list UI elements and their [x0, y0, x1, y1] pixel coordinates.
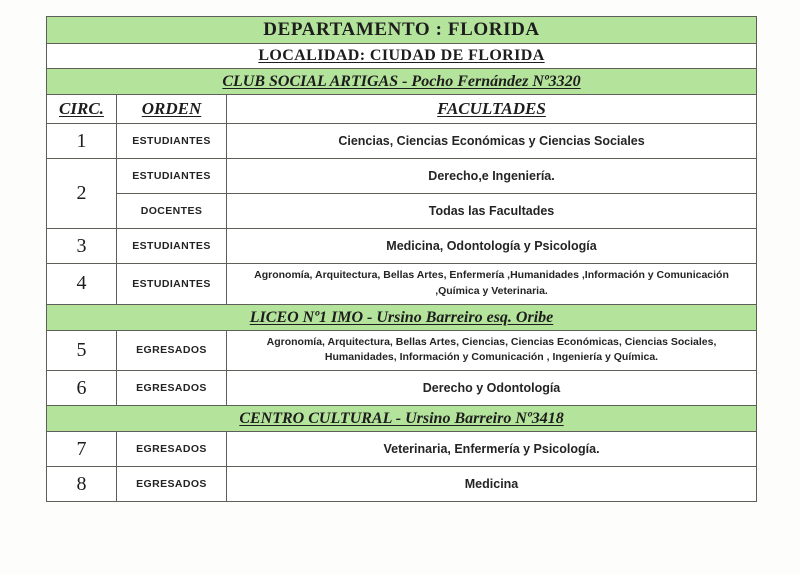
venue-header-club-social-artigas: [47, 69, 757, 95]
column-header-orden-text: ORDEN: [141, 99, 202, 118]
circ-cell: 4: [47, 264, 117, 305]
table-row: [47, 194, 757, 229]
locality-header-row: [47, 44, 757, 69]
orden-cell: ESTUDIANTES: [117, 229, 227, 264]
locality-header-text: LOCALIDAD: CIUDAD DE FLORIDA: [258, 47, 545, 64]
facultades-cell: Agronomía, Arquitectura, Bellas Artes, Ciencias, Ciencias Económicas, Ciencias Sociales, Humanidades, Información y Comunicación , Ingeniería y Química.: [227, 330, 757, 371]
column-header-facultades: [227, 95, 757, 124]
orden-cell: EGRESADOS: [117, 371, 227, 406]
department-header-row: [47, 17, 757, 44]
venue-header-row-3: [47, 406, 757, 432]
venue-header-text: CLUB SOCIAL ARTIGAS - Pocho Fernández Nº3320: [222, 73, 581, 90]
column-header-circ-text: CIRC.: [59, 99, 104, 118]
orden-cell: DOCENTES: [117, 194, 227, 229]
venue-header-row-1: [47, 69, 757, 95]
venue-header-text: CENTRO CULTURAL - Ursino Barreiro Nº3418: [239, 410, 564, 427]
venue-header-row-2: [47, 304, 757, 330]
circ-cell: 2: [47, 159, 117, 229]
circ-cell: 6: [47, 371, 117, 406]
circ-cell: 5: [47, 330, 117, 371]
table-row: [47, 371, 757, 406]
orden-cell: EGRESADOS: [117, 432, 227, 467]
circ-cell: 1: [47, 124, 117, 159]
facultades-cell: Veterinaria, Enfermería y Psicología.: [227, 432, 757, 467]
facultades-cell: Derecho,e Ingeniería.: [227, 159, 757, 194]
facultades-cell: Derecho y Odontología: [227, 371, 757, 406]
facultades-cell: Medicina: [227, 467, 757, 502]
facultades-cell: Agronomía, Arquitectura, Bellas Artes, Enfermería ,Humanidades ,Información y Comunicación ,Química y Veterinaria.: [227, 264, 757, 305]
venue-header-centro-cultural: [47, 406, 757, 432]
orden-cell: EGRESADOS: [117, 467, 227, 502]
facultades-cell: Medicina, Odontología y Psicología: [227, 229, 757, 264]
orden-cell: ESTUDIANTES: [117, 124, 227, 159]
facultades-cell: Todas las Facultades: [227, 194, 757, 229]
venue-header-text: LICEO Nº1 IMO - Ursino Barreiro esq. Oribe: [249, 308, 554, 326]
table-row: [47, 124, 757, 159]
facultades-cell: Ciencias, Ciencias Económicas y Ciencias Sociales: [227, 124, 757, 159]
table-row: [47, 432, 757, 467]
orden-cell: ESTUDIANTES: [117, 159, 227, 194]
column-header-orden: [117, 95, 227, 124]
column-header-row: [47, 95, 757, 124]
table-row: [47, 229, 757, 264]
orden-cell: EGRESADOS: [117, 330, 227, 371]
table-row: [47, 264, 757, 305]
table-row: [47, 159, 757, 194]
column-header-circ: [47, 95, 117, 124]
locality-header: [47, 44, 757, 69]
table-row: [47, 467, 757, 502]
circ-cell: 8: [47, 467, 117, 502]
orden-cell: ESTUDIANTES: [117, 264, 227, 305]
department-header: DEPARTAMENTO : FLORIDA: [47, 17, 757, 44]
venue-header-liceo-n1-imo: [47, 304, 757, 330]
column-header-facultades-text: FACULTADES: [437, 99, 546, 118]
electoral-facilities-table: [46, 16, 757, 502]
circ-cell: 7: [47, 432, 117, 467]
table-row: [47, 330, 757, 371]
circ-cell: 3: [47, 229, 117, 264]
